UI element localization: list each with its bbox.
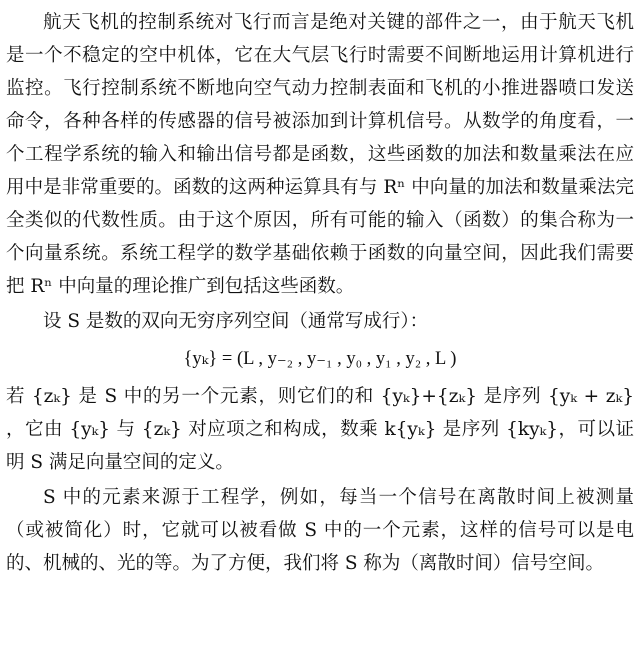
paragraph-signal-space-definition: 设 S 是数的双向无穷序列空间（通常写成行）： bbox=[43, 311, 429, 332]
paragraph-vector-operations: 若 {zₖ} 是 S 中的另一个元素，则它们的和 {yₖ}+{zₖ} 是序列 {yₖ + zₖ} ，它由 {yₖ} 与 {zₖ} 对应项之和构成，数乘 k{yₖ} 是序列 {kyₖ}，可以证明 S 满足向量空间的定义。 bbox=[6, 386, 634, 473]
paragraph-space-shuttle: 航天飞机的控制系统对飞行而言是绝对关键的部件之一，由于航天飞机是一个不稳定的空中机体，它在大气层飞行时需要不间断地运用计算机进行监控。飞行控制系统不断地向空气动力控制表面和飞机的小推进器喷口发送命令，各种各样的传感器的信号被添加到计算机信号。从数学的角度看，一个工程学系统的输入和输出信号都是函数，这些函数的加法和数量乘法在应用中是非常重要的。函数的这两种运算具有与 Rⁿ 中向量的加法和数量乘法完全类似的代数性质。由于这个原因，所有可能的输入（函数）的集合称为一个向量系统。系统工程学的数学基础依赖于函数的向量空间，因此我们需要把 Rⁿ 中向量的理论推广到包括这些函数。 bbox=[6, 12, 634, 297]
sequence-formula: {yₖ} = (L , y₋₂ , y₋₁ , y₀ , y₁ , y₂ , L ) bbox=[183, 349, 457, 369]
paragraph-engineering-signals: S 中的元素来源于工程学，例如，每当一个信号在离散时间上被测量（或被简化）时，它就可以被看做 S 中的一个元素，这样的信号可以是电的、机械的、光的等。为了方便，我们将 S 称为（离散时间）信号空间。 bbox=[6, 487, 634, 574]
